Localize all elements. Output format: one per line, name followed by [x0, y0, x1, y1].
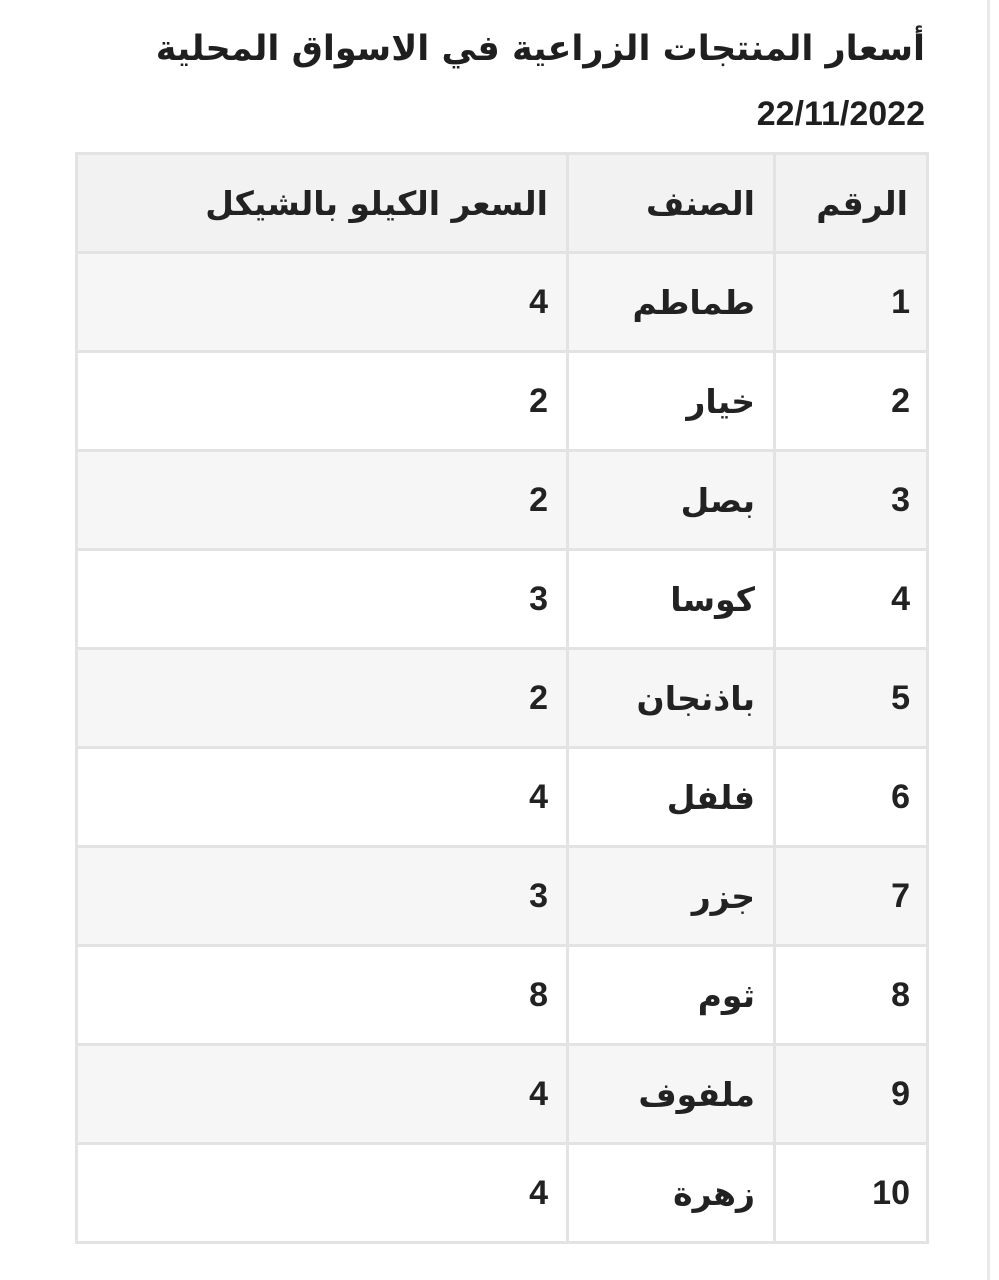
- row-number: 1: [775, 253, 928, 352]
- row-price: 4: [77, 1045, 568, 1144]
- header-number: الرقم: [775, 154, 928, 253]
- table-row: [77, 253, 928, 352]
- row-number: 8: [775, 946, 928, 1045]
- table-row: [77, 1144, 928, 1243]
- row-number: 4: [775, 550, 928, 649]
- row-item: خيار: [568, 352, 775, 451]
- row-price: 8: [77, 946, 568, 1045]
- row-price: 4: [77, 253, 568, 352]
- table-row: [77, 748, 928, 847]
- row-price: 3: [77, 550, 568, 649]
- row-number: 3: [775, 451, 928, 550]
- row-number: 7: [775, 847, 928, 946]
- table-row: [77, 946, 928, 1045]
- row-number: 10: [775, 1144, 928, 1243]
- row-price: 2: [77, 352, 568, 451]
- prices-table: [75, 152, 929, 1244]
- row-price: 3: [77, 847, 568, 946]
- row-price: 4: [77, 748, 568, 847]
- row-item: كوسا: [568, 550, 775, 649]
- row-number: 5: [775, 649, 928, 748]
- page-date: 22/11/2022: [756, 95, 925, 133]
- table-row: [77, 451, 928, 550]
- row-item: باذنجان: [568, 649, 775, 748]
- row-number: 9: [775, 1045, 928, 1144]
- table-row: [77, 1045, 928, 1144]
- table-row: [77, 550, 928, 649]
- row-price: 2: [77, 451, 568, 550]
- table-row: [77, 352, 928, 451]
- right-edge-rule: [987, 0, 990, 1280]
- row-price: 2: [77, 649, 568, 748]
- row-item: جزر: [568, 847, 775, 946]
- table-row: [77, 847, 928, 946]
- row-price: 4: [77, 1144, 568, 1243]
- row-number: 6: [775, 748, 928, 847]
- table-row: [77, 649, 928, 748]
- page-title: أسعار المنتجات الزراعية في الاسواق المحلية: [155, 29, 925, 69]
- header-item: الصنف: [568, 154, 775, 253]
- row-item: زهرة: [568, 1144, 775, 1243]
- row-number: 2: [775, 352, 928, 451]
- header-price: السعر الكيلو بالشيكل: [77, 154, 568, 253]
- row-item: بصل: [568, 451, 775, 550]
- row-item: طماطم: [568, 253, 775, 352]
- row-item: ثوم: [568, 946, 775, 1045]
- table-header-row: [77, 154, 928, 253]
- row-item: ملفوف: [568, 1045, 775, 1144]
- row-item: فلفل: [568, 748, 775, 847]
